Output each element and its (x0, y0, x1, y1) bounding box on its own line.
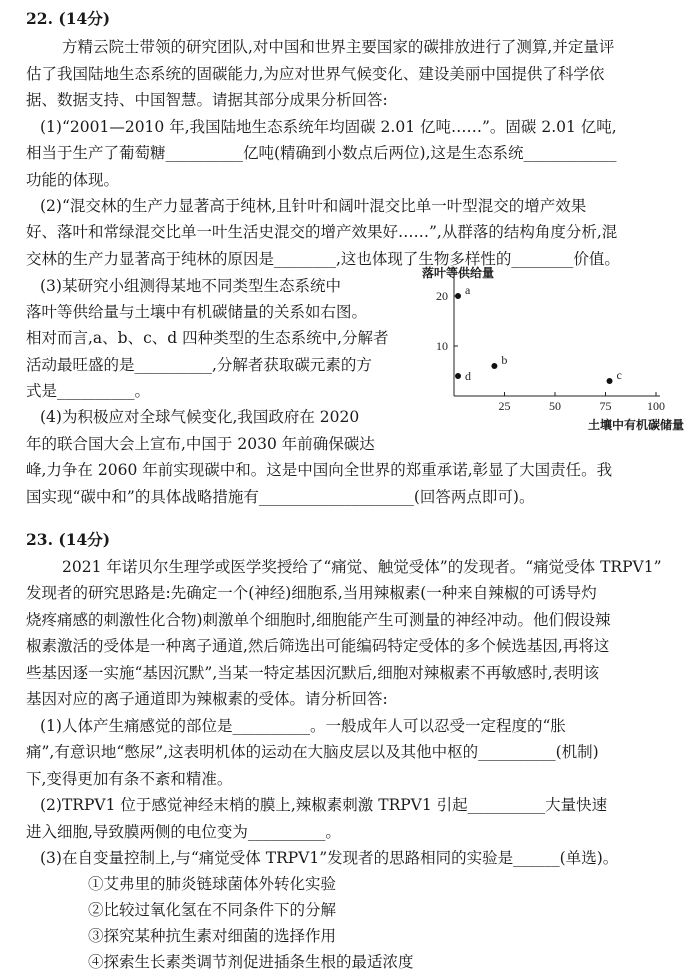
chart-y-tick-label: 10 (436, 339, 448, 353)
q23-p2-line: (2)TRPV1 位于感觉神经末梢的膜上,辣椒素刺激 TRPV1 引起__________大量快速 (40, 796, 608, 814)
q23-p1-line: 痛”,有意识地“憋尿”,这表明机体的运动在大脑皮层以及其他中枢的__________(机制) (26, 743, 599, 761)
q22-intro-line: 方精云院士带领的研究团队,对中国和世界主要国家的碳排放进行了测算,并定量评 (62, 38, 615, 56)
q22-p1-line: (1)“2001—2010 年,我国陆地生态系统年均固碳 2.01 亿吨……”。固碳 2.01 亿吨, (40, 118, 617, 136)
chart-point-label: a (465, 283, 471, 297)
q22-p2-line: (2)“混交林的生产力显著高于纯林,且针叶和阔叶混交比单一叶型混交的增产效果 (40, 197, 587, 215)
q22-p4-line: 国实现“碳中和”的具体战略措施有____________________(回答两点即可)。 (26, 488, 535, 506)
chart-point-a (455, 293, 461, 299)
q23-p1-line: (1)人体产生痛感觉的部位是__________。一般成年人可以忍受一定程度的“胀 (40, 717, 566, 735)
q22-p3-line: 活动最旺盛的是__________,分解者获取碳元素的方 (26, 356, 372, 374)
q23-option: ③探究某种抗生素对细菌的选择作用 (88, 927, 337, 945)
chart-point-b (491, 363, 497, 369)
chart-point-label: c (616, 368, 622, 382)
chart-point-label: b (501, 353, 508, 367)
q22-p3-line: 落叶等供给量与土壤中有机碳储量的关系如右图。 (26, 303, 368, 321)
q23-header: 23. (14分) (26, 530, 111, 549)
q23-intro-line: 烧疼痛感的刺激性化合物)刺激单个细胞时,细胞能产生可测量的神经冲动。他们假设辣 (26, 611, 611, 629)
q22-p3-line: 式是__________。 (26, 382, 151, 400)
q22-p1-line: 相当于生产了葡萄糖__________亿吨(精确到小数点后两位),这是生态系统____________ (26, 144, 617, 162)
q23-intro-line: 基因对应的离子通道即为辣椒素的受体。请分析回答: (26, 690, 388, 708)
chart-x-tick-label: 100 (647, 399, 665, 413)
q22-intro-line: 估了我国陆地生态系统的固碳能力,为应对世界气候变化、建设美丽中国提供了科学依 (26, 65, 605, 83)
q23-p3-line: (3)在自变量控制上,与“痛觉受体 TRPV1”发现者的思路相同的实验是______(单选)。 (40, 849, 619, 867)
scatter-chart (418, 264, 688, 436)
q23-p2-line: 进入细胞,导致膜两侧的电位变为__________。 (26, 823, 341, 841)
chart-x-tick-label: 75 (599, 399, 612, 413)
chart-point-c (607, 378, 613, 384)
q22-p4-line: (4)为积极应对全球气候变化,我国政府在 2020 (40, 408, 360, 426)
q23-p1-line: 下,变得更加有条不紊和精准。 (26, 770, 233, 788)
q22-p4-line: 年的联合国大会上宣布,中国于 2030 年前确保碳达 (26, 435, 375, 453)
q22-intro-line: 据、数据支持、中国智慧。请据其部分成果分析回答: (26, 91, 388, 109)
q23-intro-line: 些基因逐一实施“基因沉默”,当某一特定基因沉默后,细胞对辣椒素不再敏感时,表明该 (26, 664, 600, 682)
q22-p2-line: 好、落叶和常绿混交比单一叶生活史混交的增产效果好……”,从群落的结构角度分析,混 (26, 223, 618, 241)
q22-p2-line: 交林的生产力显著高于纯林的原因是________,这也体现了生物多样性的________价值。 (26, 250, 620, 268)
chart-plot-area (418, 264, 688, 414)
q23-intro-line: 2021 年诺贝尔生理学或医学奖授给了“痛觉、触觉受体”的发现者。“痛觉受体 TRPV1” (62, 558, 662, 576)
chart-x-axis-label: 土壤中有机碳储量 (587, 418, 684, 432)
q22-p4-line: 峰,力争在 2060 年前实现碳中和。这是中国向全世界的郑重承诺,彰显了大国责任。我 (26, 461, 613, 479)
q22-p3-line: 相对而言,a、b、c、d 四种类型的生态系统中,分解者 (26, 329, 389, 347)
chart-x-tick-label: 50 (549, 399, 561, 413)
chart-y-axis-label: 落叶等供给量 (422, 266, 495, 280)
q22-header: 22. (14分) (26, 9, 111, 28)
q23-intro-line: 发现者的研究思路是:先确定一个(神经)细胞系,当用辣椒素(一种来自辣椒的可诱导灼 (26, 584, 597, 602)
q23-intro-line: 椒素激活的受体是一种离子通道,然后筛选出可能编码特定受体的多个候选基因,再将这 (26, 637, 610, 655)
q23-option: ①艾弗里的肺炎链球菌体外转化实验 (88, 875, 337, 893)
chart-point-label: d (465, 369, 472, 383)
q22-p3-line: (3)某研究小组测得某地不同类型生态系统中 (40, 277, 341, 295)
q23-option: ②比较过氧化氢在不同条件下的分解 (88, 901, 337, 919)
q23-option: ④探索生长素类调节剂促进插条生根的最适浓度 (88, 953, 414, 971)
chart-x-tick-label: 25 (498, 399, 511, 413)
q22-p1-line: 功能的体现。 (26, 171, 120, 189)
chart-point-d (455, 373, 461, 379)
chart-y-tick-label: 20 (436, 289, 448, 303)
